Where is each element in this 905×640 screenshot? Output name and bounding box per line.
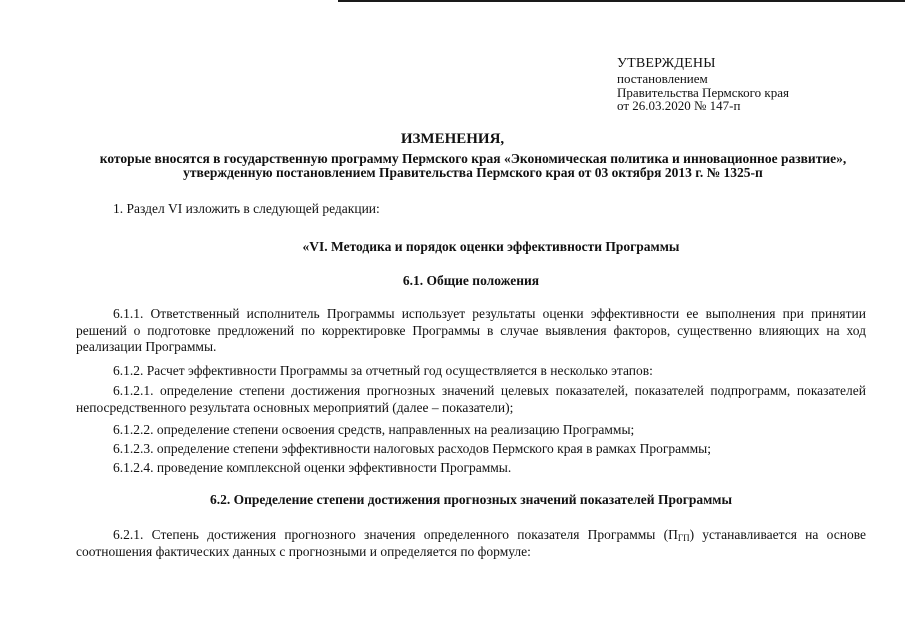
paragraph-6-1-1: 6.1.1. Ответственный исполнитель Программы использует результаты оценки эффективности ее выполнения при принятии решений о подготовке предложений по корректировке Программы в случае выявления факторов, существенно влияющих на ход реализации Программы.	[76, 306, 866, 354]
approval-title: УТВЕРЖДЕНЫ	[617, 56, 716, 71]
paragraph-6-1-2-1: 6.1.2.1. определение степени достижения прогнозных значений целевых показателей, показателей подпрограмм, показателей непосредственного результата основных мероприятий (далее – показатели);	[76, 383, 866, 415]
intro-paragraph: 1. Раздел VI изложить в следующей редакции:	[113, 201, 380, 216]
subsection-heading-6-2: 6.2. Определение степени достижения прогнозных значений показателей Программы	[209, 492, 733, 507]
paragraph-6-1-2-2: 6.1.2.2. определение степени освоения средств, направленных на реализацию Программы;	[113, 422, 635, 437]
document-subtitle: которые вносятся в государственную программу Пермского края «Экономическая политика и инновационное развитие», утвержденную постановлением Правительства Пермского края от 03 октября 2013 г. № 1325-п	[99, 151, 847, 180]
approval-stamp	[617, 56, 877, 113]
approval-line-3: от 26.03.2020 № 147-п	[617, 98, 741, 113]
paragraph-6-1-2-4: 6.1.2.4. проведение комплексной оценки эффективности Программы.	[113, 460, 512, 475]
section-heading: «VI. Методика и порядок оценки эффективности Программы	[302, 239, 680, 254]
indicator-subscript: ГП	[677, 533, 690, 543]
subsection-heading-6-1: 6.1. Общие положения	[402, 273, 540, 288]
paragraph-6-2-1-text-b: ) устанавливается на основе соотношения фактических данных с прогнозными и определяется по формуле:	[76, 527, 866, 559]
paragraph-6-2-1-text-a: 6.2.1. Степень достижения прогнозного значения определенного показателя Программы (П	[113, 527, 678, 542]
approval-line-2: Правительства Пермского края	[617, 84, 789, 100]
approval-line-1: постановлением	[617, 71, 708, 86]
document-title: ИЗМЕНЕНИЯ,	[400, 131, 505, 147]
paragraph-6-1-2: 6.1.2. Расчет эффективности Программы за отчетный год осуществляется в несколько этапов:	[113, 363, 653, 378]
paragraph-6-2-1	[76, 527, 866, 560]
scan-edge-line	[338, 0, 905, 2]
paragraph-6-1-2-3: 6.1.2.3. определение степени эффективности налоговых расходов Пермского края в рамках Программы;	[113, 441, 712, 456]
